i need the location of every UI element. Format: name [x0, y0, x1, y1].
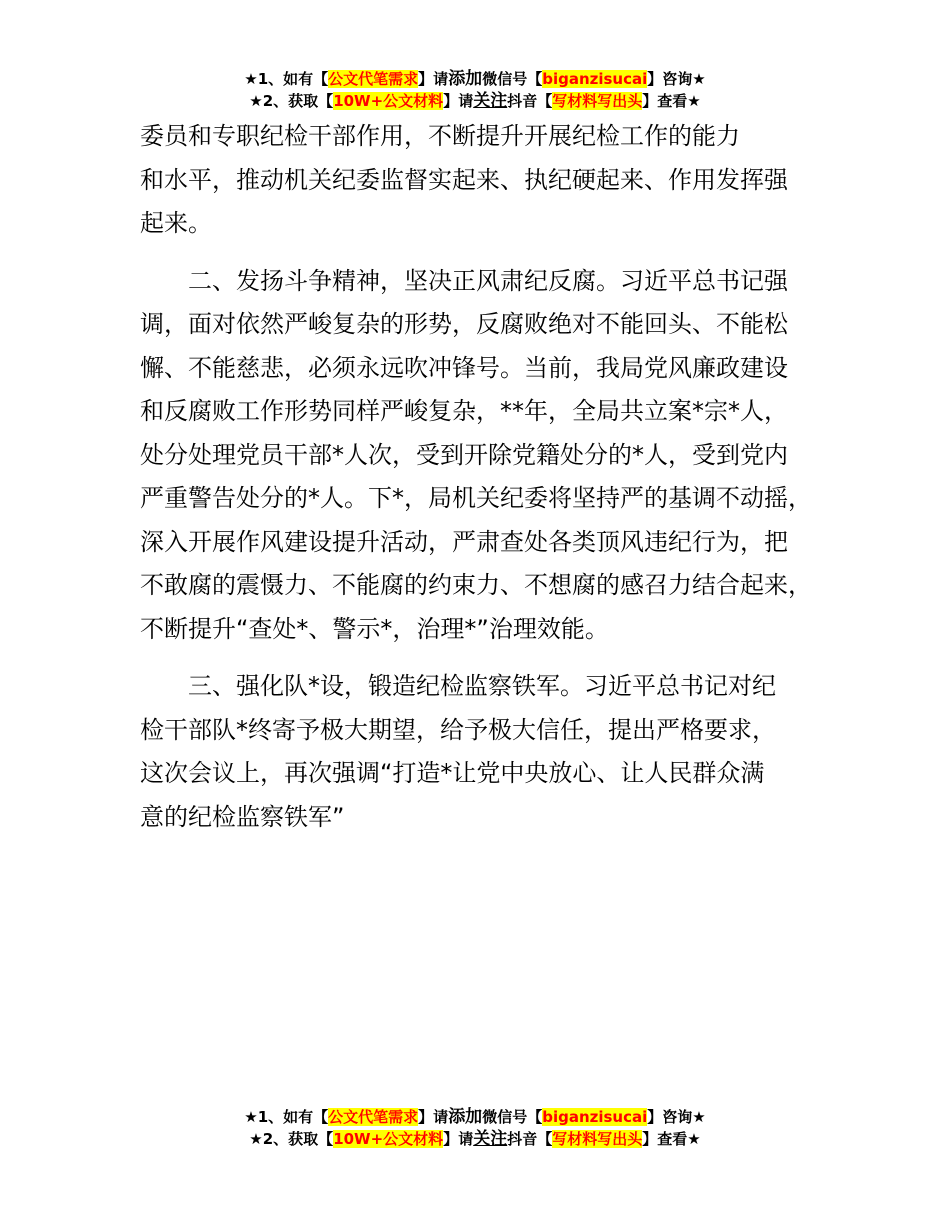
banner-line-1 — [0, 1106, 950, 1128]
banner-text: 抖音【 — [507, 92, 553, 110]
body-line: 懈、不能慈悲，必须永远吹冲锋号。当前，我局党风廉政建设 — [140, 353, 788, 382]
body-line: 检干部队*终寄予极大期望，给予极大信任，提出严格要求， — [140, 715, 776, 744]
body-line: 深入开展作风建设提升活动，严肃查处各类顶风违纪行为，把 — [140, 527, 788, 556]
banner-text: 微信号【 — [482, 1108, 543, 1126]
banner-emphasis: 添加 — [448, 69, 483, 89]
header-banner — [0, 68, 950, 112]
banner-text: 抖音【 — [507, 1130, 553, 1148]
body-line: 不断提升“查处*、警示*，治理*”治理效能。 — [140, 614, 609, 643]
body-line: 和反腐败工作形势同样严峻复杂，**年，全局共立案*宗*人， — [140, 397, 788, 425]
banner-text: 微信号【 — [482, 70, 543, 88]
highlight-ghostwriting: 公文代笔需求 — [328, 70, 419, 88]
body-line: 和水平，推动机关纪委监督实起来、执纪硬起来、作用发挥强 — [140, 165, 788, 194]
banner-text: 】请 — [443, 92, 474, 110]
highlight-douyin-account: 写材料写出头 — [552, 1130, 643, 1148]
document-body — [140, 115, 840, 839]
highlight-materials: 10W+公文材料 — [333, 1130, 444, 1148]
body-line: 三、强化队*设，锻造纪检监察铁军。习近平总书记对纪 — [188, 672, 776, 700]
banner-emphasis: 关注 — [473, 91, 508, 111]
banner-line-2 — [0, 1128, 950, 1150]
banner-text: 】请 — [418, 1108, 449, 1126]
body-line: 这次会议上，再次强调“打造*让党中央放心、让人民群众满 — [140, 759, 765, 787]
highlight-wechat-id: biganzisucai — [542, 1108, 648, 1126]
banner-text: ★2、获取【 — [249, 92, 334, 110]
body-line: 委员和专职纪检干部作用，不断提升开展纪检工作的能力 — [140, 122, 740, 150]
highlight-wechat-id: biganzisucai — [542, 70, 648, 88]
banner-emphasis: 关注 — [473, 1129, 508, 1149]
banner-text: 】查看★ — [642, 1130, 701, 1148]
highlight-ghostwriting: 公文代笔需求 — [328, 1108, 419, 1126]
banner-text: ★1、如有【 — [244, 70, 329, 88]
banner-text: 】请 — [443, 1130, 474, 1148]
body-line: 不敢腐的震慑力、不能腐的约束力、不想腐的感召力结合起来， — [140, 571, 812, 599]
footer-banner — [0, 1106, 950, 1150]
body-line: 意的纪检监察铁军” — [140, 802, 345, 831]
banner-text: 】咨询★ — [647, 1108, 706, 1126]
body-line: 处分处理党员干部*人次，受到开除党籍处分的*人，受到党内 — [140, 440, 788, 469]
banner-emphasis: 添加 — [448, 1107, 483, 1127]
banner-text: ★2、获取【 — [249, 1130, 334, 1148]
highlight-douyin-account: 写材料写出头 — [552, 92, 643, 110]
banner-text: ★1、如有【 — [244, 1108, 329, 1126]
body-line: 起来。 — [140, 209, 212, 237]
body-line: 严重警告处分的*人。下*，局机关纪委将坚持严的基调不动摇， — [140, 484, 812, 512]
highlight-materials: 10W+公文材料 — [333, 92, 444, 110]
body-line: 调，面对依然严峻复杂的形势，反腐败绝对不能回头、不能松 — [140, 310, 788, 338]
banner-line-2 — [0, 90, 950, 112]
banner-text: 】请 — [418, 70, 449, 88]
banner-text: 】咨询★ — [647, 70, 706, 88]
banner-line-1 — [0, 68, 950, 90]
banner-text: 】查看★ — [642, 92, 701, 110]
body-line: 二、发扬斗争精神，坚决正风肃纪反腐。习近平总书记强 — [188, 266, 788, 295]
